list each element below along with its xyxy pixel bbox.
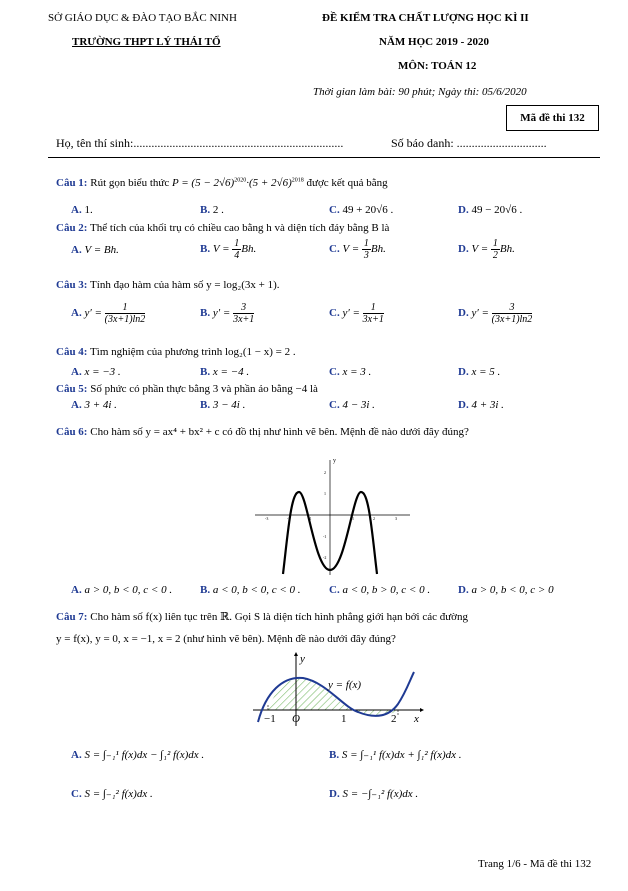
- tick-label: -1: [323, 534, 327, 539]
- tick-label: -2: [287, 516, 291, 521]
- option-text: a > 0, b < 0, c > 0: [471, 584, 554, 596]
- tick-label: -1: [308, 516, 312, 521]
- exponent: 2018: [291, 177, 304, 184]
- option-letter: D.: [329, 788, 340, 800]
- question-label: Câu 3:: [56, 279, 88, 291]
- option-text: x = 5 .: [471, 366, 501, 378]
- option-letter: D.: [458, 366, 469, 378]
- question-label: Câu 5:: [56, 383, 88, 395]
- option-text: a < 0, b > 0, c < 0 .: [342, 584, 431, 596]
- question-label: Câu 2:: [56, 222, 88, 234]
- numerator: 1: [363, 238, 369, 249]
- option-text: 3 + 4i .: [84, 399, 117, 411]
- option-text: S = ∫₋₁¹ f(x)dx + ∫₁² f(x)dx .: [341, 749, 462, 761]
- option-letter: D.: [458, 584, 469, 596]
- exam-time: Thời gian làm bài: 90 phút; Ngày thi: 05/6/2020: [313, 86, 527, 98]
- option-text: 49 − 20√6 .: [471, 204, 523, 216]
- y-axis-label: y: [300, 653, 305, 665]
- quartic-graph: [255, 452, 415, 577]
- school-name: TRƯỜNG THPT LÝ THÁI TỔ: [72, 36, 221, 48]
- q1-option-c[interactable]: [329, 204, 393, 216]
- q5-option-b[interactable]: [200, 399, 245, 411]
- question-text-tail: được kết quả bằng: [306, 177, 388, 189]
- question-7-line-2: y = f(x), y = 0, x = −1, x = 2 (như hình vẽ bên). Mệnh đề nào dưới đây đúng?: [56, 633, 396, 645]
- q5-option-d[interactable]: [458, 399, 504, 411]
- q7-option-b[interactable]: [329, 748, 462, 761]
- option-text: y′ =: [342, 307, 360, 320]
- tick-label: 1: [324, 491, 326, 496]
- q6-option-d[interactable]: [458, 584, 554, 596]
- q4-option-b[interactable]: [200, 366, 249, 378]
- page-footer: Trang 1/6 - Mã đề thi 132: [478, 858, 592, 870]
- question-text: Số phức có phần thực bằng 3 và phần ảo bằng −4 là: [90, 383, 318, 395]
- q7-option-c[interactable]: [71, 787, 153, 800]
- option-text: V =: [212, 243, 230, 256]
- option-text: S = ∫₋₁² f(x)dx .: [84, 788, 153, 800]
- question-2: [56, 222, 389, 234]
- q2-option-d[interactable]: [458, 238, 515, 261]
- tick-label: -3: [265, 516, 269, 521]
- option-text: 1.: [84, 204, 93, 216]
- question-label: Câu 6:: [56, 426, 88, 438]
- question-6: [56, 426, 469, 438]
- option-text: x = 3 .: [342, 366, 372, 378]
- question-text: Cho hàm số y = ax⁴ + bx² + c có đồ thị như hình vẽ bên. Mệnh đề nào dưới đây đúng?: [90, 426, 469, 438]
- question-7: [56, 610, 468, 623]
- tick-label: −1: [264, 713, 276, 725]
- option-letter: D.: [458, 243, 469, 256]
- department-name: SỞ GIÁO DỤC & ĐÀO TẠO BẮC NINH: [48, 12, 237, 24]
- option-letter: A.: [71, 204, 82, 216]
- option-letter: D.: [458, 204, 469, 216]
- option-text: y′ =: [212, 307, 231, 320]
- tick-label: 1: [341, 713, 347, 725]
- denominator: 3x+1: [362, 314, 384, 325]
- option-text: Bh.: [241, 243, 257, 256]
- question-text: Cho hàm số f(x) liên tục trên ℝ. Gọi S là diện tích hình phẳng giới hạn bởi các đường: [90, 611, 468, 623]
- denominator: (3x+1)ln2: [491, 314, 533, 325]
- numerator: 1: [363, 302, 384, 314]
- q7-option-d[interactable]: [329, 787, 418, 800]
- q4-option-a[interactable]: [71, 366, 121, 378]
- question-5: [56, 383, 318, 395]
- exam-code-box: Mã đề thi 132: [506, 105, 599, 131]
- option-letter: B.: [200, 307, 211, 320]
- q7-option-a[interactable]: [71, 748, 204, 761]
- function-label: y = f(x): [328, 679, 362, 691]
- denominator: 3: [363, 250, 369, 261]
- fraction: [233, 302, 254, 325]
- tick-label: 2: [373, 516, 375, 521]
- numerator: 3: [233, 302, 254, 314]
- q6-option-a[interactable]: [71, 584, 172, 596]
- q4-option-d[interactable]: [458, 366, 500, 378]
- option-text: S = ∫₋₁¹ f(x)dx − ∫₁² f(x)dx .: [84, 749, 205, 761]
- option-letter: A.: [71, 584, 82, 596]
- tick-label: -2: [323, 555, 327, 560]
- option-text: y′ =: [471, 307, 489, 320]
- area-graph: [248, 652, 428, 728]
- option-letter: B.: [200, 399, 211, 411]
- q4-option-c[interactable]: [329, 366, 371, 378]
- fraction: [105, 302, 146, 325]
- q1-option-a[interactable]: [71, 204, 93, 216]
- option-text: 2 .: [212, 204, 224, 216]
- option-letter: C.: [329, 243, 340, 256]
- q6-option-c[interactable]: [329, 584, 430, 596]
- numerator: 1: [234, 238, 240, 249]
- question-text: Thể tích của khối trụ có chiều cao bằng h và diện tích đáy bằng B là: [90, 222, 390, 234]
- q2-option-c[interactable]: [329, 238, 386, 261]
- option-text: Bh.: [499, 243, 515, 256]
- q3-option-d[interactable]: [458, 302, 532, 325]
- option-text: 4 + 3i .: [471, 399, 504, 411]
- formula: P = (5 − 2√6): [171, 177, 235, 189]
- option-text: 3 − 4i .: [212, 399, 246, 411]
- numerator: 1: [105, 302, 146, 314]
- numerator: 3: [492, 302, 533, 314]
- denominator: (3x+1)ln2: [104, 314, 146, 325]
- y-axis-label: y: [333, 458, 336, 464]
- tick-label: 3: [395, 516, 397, 521]
- option-letter: A.: [71, 399, 82, 411]
- option-text: V =: [342, 243, 360, 256]
- option-letter: C.: [329, 366, 340, 378]
- student-name-field: Họ, tên thí sinh:......................................................................: [56, 136, 344, 150]
- fraction: [492, 302, 533, 325]
- exam-title: ĐỀ KIỂM TRA CHẤT LƯỢNG HỌC KÌ II: [322, 12, 529, 24]
- q3-option-b[interactable]: [200, 302, 254, 325]
- question-label: Câu 4:: [56, 346, 88, 358]
- option-letter: C.: [329, 204, 340, 216]
- option-text: 49 + 20√6 .: [342, 204, 394, 216]
- q3-option-a[interactable]: [71, 302, 145, 325]
- option-letter: D.: [458, 307, 469, 320]
- option-letter: B.: [200, 366, 211, 378]
- fraction: [362, 238, 371, 261]
- formula: ·(5 + 2√6): [246, 177, 292, 189]
- fraction: [232, 238, 241, 261]
- q1-option-b[interactable]: [200, 204, 224, 216]
- question-label: Câu 1:: [56, 177, 88, 189]
- question-text: Tính đạo hàm của hàm số y = log₂(3x + 1).: [90, 279, 280, 291]
- denominator: 3x+1: [233, 314, 255, 325]
- x-arrow-icon: [420, 708, 424, 712]
- option-letter: B.: [200, 584, 211, 596]
- exponent: 2020: [234, 177, 247, 184]
- option-letter: C.: [329, 584, 340, 596]
- option-text: S = −∫₋₁² f(x)dx .: [342, 788, 419, 800]
- question-text: Rút gọn biểu thức: [90, 177, 170, 189]
- option-text: x = −3 .: [84, 366, 121, 378]
- option-letter: B.: [200, 204, 211, 216]
- option-letter: C.: [329, 399, 340, 411]
- q6-option-b[interactable]: [200, 584, 301, 596]
- option-letter: B.: [200, 243, 211, 256]
- subject: MÔN: TOÁN 12: [398, 60, 477, 72]
- option-letter: A.: [71, 244, 82, 256]
- option-text: x = −4 .: [212, 366, 250, 378]
- option-text: a > 0, b < 0, c < 0 .: [84, 584, 173, 596]
- q3-option-c[interactable]: [329, 302, 384, 325]
- option-letter: A.: [71, 749, 82, 761]
- student-id-field: Số báo danh: ..............................: [391, 136, 547, 150]
- header-divider: [48, 157, 600, 158]
- option-letter: C.: [71, 788, 82, 800]
- option-text: V =: [471, 243, 489, 256]
- question-4: [56, 346, 296, 358]
- numerator: 1: [492, 238, 498, 249]
- q5-option-c[interactable]: [329, 399, 375, 411]
- option-text: 4 − 3i .: [342, 399, 375, 411]
- question-label: Câu 7:: [56, 611, 88, 623]
- option-text: y′ =: [84, 307, 102, 320]
- question-text: Tìm nghiệm của phương trình log₂(1 − x) = 2 .: [90, 346, 296, 358]
- option-text: V = Bh.: [84, 244, 119, 256]
- option-letter: A.: [71, 366, 82, 378]
- q1-option-d[interactable]: [458, 204, 522, 216]
- tick-label: 2: [391, 713, 397, 725]
- origin-label: O: [292, 713, 300, 725]
- q5-option-a[interactable]: [71, 399, 117, 411]
- fraction: [491, 238, 500, 261]
- tick-label: 1: [352, 516, 354, 521]
- q2-option-a[interactable]: [71, 244, 119, 256]
- y-arrow-icon: [294, 652, 298, 656]
- q2-option-b[interactable]: [200, 238, 256, 261]
- tick-label: 2: [324, 470, 326, 475]
- question-1: [56, 177, 388, 189]
- option-text: Bh.: [370, 243, 386, 256]
- school-year: NĂM HỌC 2019 - 2020: [379, 36, 489, 48]
- option-letter: B.: [329, 749, 340, 761]
- denominator: 2: [492, 250, 498, 261]
- option-letter: A.: [71, 307, 82, 320]
- option-letter: C.: [329, 307, 340, 320]
- question-3: [56, 279, 280, 291]
- option-text: a < 0, b < 0, c < 0 .: [212, 584, 301, 596]
- x-axis-label: x: [414, 713, 419, 725]
- denominator: 4: [234, 250, 240, 261]
- option-letter: D.: [458, 399, 469, 411]
- fraction: [363, 302, 384, 325]
